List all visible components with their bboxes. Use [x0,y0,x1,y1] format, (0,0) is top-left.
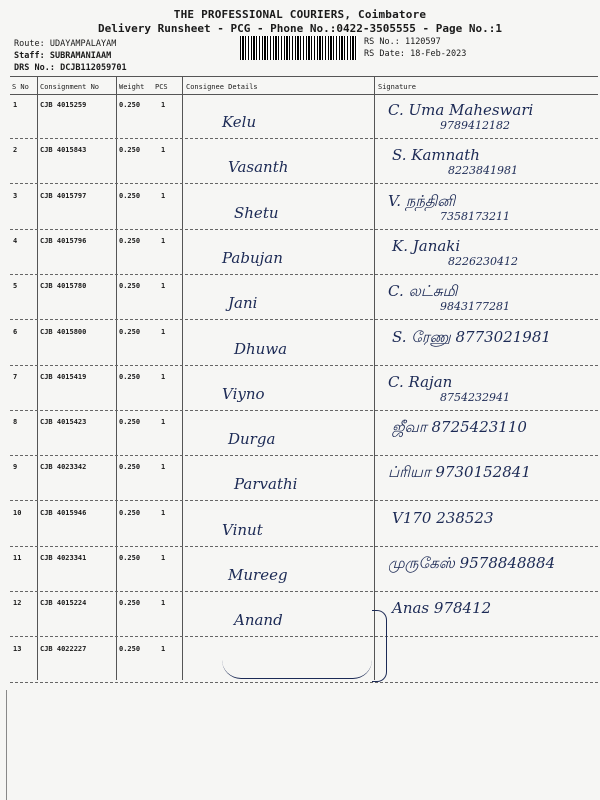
row-consignee-handwriting: Durga [228,430,276,448]
row-consignee-handwriting: Viyno [222,385,265,403]
row-signature-line1: S. Kamnath [392,146,480,164]
row-weight: 0.250 [119,192,141,200]
row-sno: 13 [13,645,22,653]
row-signature-line1: S. ரேணு 8773021981 [392,328,551,346]
barcode [240,36,358,60]
staff-line [14,51,111,61]
col-header-consignee: Consignee Details [186,83,258,91]
col-header-signature: Signature [378,83,416,91]
row-sno: 11 [13,554,22,562]
col-header-weight: Weight [119,83,145,91]
row-pcs: 1 [161,599,166,607]
row-consignment-no: CJB 4023342 [40,463,87,471]
row-consignee-handwriting: Anand [234,611,283,629]
row-sno: 7 [13,373,18,381]
runsheet-subtitle: Delivery Runsheet - PCG - Phone No.:0422-3505555 - Page No.:1 [98,22,502,35]
route-label: Route: [14,39,45,49]
row-pcs: 1 [161,328,166,336]
row-signature-line1: Anas 978412 [392,599,492,617]
staff-value: SUBRAMANIAAM [49,51,112,61]
row-sno: 4 [13,237,18,245]
handwritten-bracket [372,610,387,682]
col-divider [37,76,38,680]
row-pcs: 1 [161,463,166,471]
row-pcs: 1 [161,282,166,290]
row-consignment-no: CJB 4015423 [40,418,87,426]
row-signature-line1: K. Janaki [392,237,461,255]
row-weight: 0.250 [119,418,141,426]
row-weight: 0.250 [119,599,141,607]
row-separator [10,591,598,592]
col-divider [182,76,183,680]
row-signature-line1: C. லட்சுமி [388,282,458,300]
rs-no-label: RS No.: [364,37,400,47]
row-pcs: 1 [161,418,166,426]
row-consignment-no: CJB 4015946 [40,509,87,517]
drs-value: DCJB112059701 [60,63,127,73]
row-separator [10,319,598,320]
row-sno: 10 [13,509,22,517]
staff-label: Staff: [14,51,45,61]
row-weight: 0.250 [119,509,141,517]
row-separator [10,455,598,456]
row-consignee-handwriting: Dhuwa [234,340,288,358]
row-separator [10,682,598,683]
row-signature-line1: முருகேஸ் 9578848884 [388,554,556,572]
row-signature-line2: 8223841981 [448,164,518,177]
row-consignee-handwriting: Kelu [222,113,257,131]
row-sno: 12 [13,599,22,607]
row-consignee-handwriting: Parvathi [234,475,298,493]
row-consignment-no: CJB 4015780 [40,282,87,290]
row-weight: 0.250 [119,282,141,290]
drs-line [14,63,127,73]
page-edge [0,690,7,800]
col-divider [116,76,117,680]
row-weight: 0.250 [119,146,141,154]
row-signature-line2: 8226230412 [448,255,518,268]
handwritten-scribble [222,660,372,679]
row-consignment-no: CJB 4015259 [40,101,87,109]
row-weight: 0.250 [119,554,141,562]
row-pcs: 1 [161,509,166,517]
row-sno: 6 [13,328,18,336]
row-separator [10,365,598,366]
rs-date-label: RS Date: [364,49,405,59]
row-separator [10,500,598,501]
row-separator [10,636,598,637]
route-line [14,39,116,49]
row-weight: 0.250 [119,237,141,245]
drs-label: DRS No.: [14,63,55,73]
row-consignee-handwriting: Vinut [222,521,263,539]
row-separator [10,183,598,184]
row-pcs: 1 [161,645,166,653]
row-sno: 1 [13,101,18,109]
row-separator [10,546,598,547]
row-consignee-handwriting: Vasanth [228,158,289,176]
row-consignment-no: CJB 4015843 [40,146,87,154]
rs-no-line [364,37,441,47]
row-signature-line1: V. நந்தினி [388,192,456,210]
row-consignment-no: CJB 4015224 [40,599,87,607]
row-consignment-no: CJB 4015800 [40,328,87,336]
route-value: UDAYAMPALAYAM [49,39,117,49]
row-signature-line1: V170 238523 [392,509,494,527]
row-weight: 0.250 [119,101,141,109]
row-separator [10,274,598,275]
table-header-border [10,94,598,95]
row-consignee-handwriting: Jani [228,294,258,312]
row-signature-line1: ப்ரியா 9730152841 [388,463,531,481]
row-pcs: 1 [161,373,166,381]
row-consignment-no: CJB 4015796 [40,237,87,245]
rs-no-value: 1120597 [404,37,441,47]
row-signature-line1: ஜீவா 8725423110 [392,418,527,436]
row-consignee-handwriting: Pabujan [222,249,283,267]
row-sno: 8 [13,418,18,426]
col-header-pcs: PCS [155,83,168,91]
row-consignee-handwriting: Shetu [234,204,279,222]
row-consignment-no: CJB 4015419 [40,373,87,381]
row-pcs: 1 [161,237,166,245]
row-sno: 3 [13,192,18,200]
col-header-consignment: Consignment No [40,83,100,91]
row-signature-line1: C. Uma Maheswari [388,101,534,119]
row-consignment-no: CJB 4022227 [40,645,87,653]
row-separator [10,410,598,411]
row-signature-line2: 8754232941 [440,391,510,404]
row-signature-line2: 9789412182 [440,119,510,132]
row-consignment-no: CJB 4015797 [40,192,87,200]
row-consignee-handwriting: Mureeg [228,566,288,584]
rs-date-value: 18-Feb-2023 [410,49,467,59]
row-sno: 2 [13,146,18,154]
row-signature-line2: 9843177281 [440,300,510,313]
row-signature-line1: C. Rajan [388,373,453,391]
row-separator [10,138,598,139]
row-weight: 0.250 [119,373,141,381]
row-weight: 0.250 [119,645,141,653]
company-title: THE PROFESSIONAL COURIERS, Coimbatore [173,8,427,21]
table-top-border [10,76,598,77]
row-pcs: 1 [161,146,166,154]
row-pcs: 1 [161,192,166,200]
row-sno: 9 [13,463,18,471]
row-pcs: 1 [161,554,166,562]
row-weight: 0.250 [119,463,141,471]
col-header-sno: S No [12,83,29,91]
row-signature-line2: 7358173211 [440,210,510,223]
row-sno: 5 [13,282,18,290]
row-pcs: 1 [161,101,166,109]
row-consignment-no: CJB 4023341 [40,554,87,562]
row-separator [10,229,598,230]
row-weight: 0.250 [119,328,141,336]
rs-date-line [364,49,466,59]
col-divider [374,76,375,680]
